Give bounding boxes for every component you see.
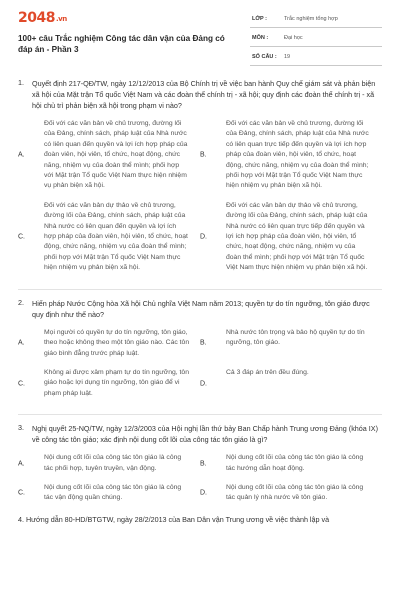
option-b[interactable] bbox=[200, 119, 382, 192]
option-letter: B. bbox=[200, 151, 207, 159]
option-d[interactable] bbox=[200, 201, 382, 274]
meta-count-label: SỐ CÂU : bbox=[252, 54, 277, 60]
question-number: 1. bbox=[18, 78, 24, 87]
option-a[interactable] bbox=[18, 328, 200, 359]
answer-options bbox=[18, 328, 382, 408]
question-text: Quyết định 217-QĐ/TW, ngày 12/12/2013 của Bộ Chính trị về việc ban hành Quy chế giám sát và phản biện xã hội của Mặt trận Tổ quốc Việt Nam và các đoàn thể chính trị - xã hội; quy định các đoàn thể chính trị - xã hội chủ trì phản biện xã hội trong phạm vi nào? bbox=[32, 79, 376, 110]
question-text: Hiến pháp Nước Cộng hòa Xã hội Chủ nghĩa Việt Nam năm 2013; quyền tự do tín ngưỡng, tôn giáo được quy định như thế nào? bbox=[32, 298, 370, 319]
question-divider bbox=[18, 289, 382, 290]
option-text: Mọi người có quyền tự do tín ngưỡng, tôn giáo, theo hoặc không theo một tôn giáo nào. Các tôn giáo bình đẳng trước pháp luật. bbox=[44, 328, 190, 357]
meta-count-value: 19 bbox=[284, 54, 291, 60]
meta-class-row bbox=[250, 12, 382, 28]
option-letter: A. bbox=[18, 339, 25, 347]
option-b[interactable] bbox=[200, 453, 382, 474]
option-letter: D. bbox=[200, 489, 207, 497]
logo-main: 2048 bbox=[18, 10, 55, 26]
meta-class-value: Trắc nghiệm tổng hợp bbox=[284, 16, 338, 22]
answer-options bbox=[18, 453, 382, 513]
option-letter: D. bbox=[200, 380, 207, 388]
option-c[interactable] bbox=[18, 368, 200, 399]
option-text: Nội dung cốt lõi của công tác tôn giáo là công tác quản lý nhà nước về tôn giáo. bbox=[226, 483, 364, 502]
question-1 bbox=[18, 78, 382, 283]
document-meta bbox=[250, 12, 382, 69]
option-b[interactable] bbox=[200, 328, 382, 359]
option-text: Nội dung cốt lõi của công tác tôn giáo là công tác phối hợp, tuyên truyền, vận động. bbox=[44, 454, 182, 472]
question-number: 3. bbox=[18, 423, 24, 433]
meta-subject-value: Đại học bbox=[284, 35, 303, 41]
option-text: Nội dung cốt lõi của công tác tôn giáo là công tác vận động quần chúng. bbox=[44, 483, 182, 502]
option-text: Đối với các văn bản về chủ trương, đường lối của Đảng, chính sách, pháp luật của Nhà nước có liên quan đến quyền và lợi ích hợp pháp của đoàn viên, hội viên, tổ chức, hoạt động, chức năng, nhiệm vụ của đoàn thể mình; phối hợp với Mặt trận Tổ quốc Việt Nam thực hiện nhiệm vụ phản biện xã hội. bbox=[44, 120, 188, 190]
site-logo[interactable] bbox=[18, 10, 67, 26]
meta-subject-label: MÔN : bbox=[252, 35, 269, 41]
question-4-partial bbox=[18, 515, 382, 525]
option-letter: C. bbox=[18, 233, 25, 241]
option-text: Đối với các văn bản về chủ trương, đường lối của Đảng, chính sách, pháp luật của Nhà nước có liên quan trực tiếp đến quyền và lợi ích hợp pháp của đoàn viên, hội viên, tổ chức, hoạt động, chức năng, nhiệm vụ của đoàn thể mình; phối hợp với Mặt trận Tổ quốc Việt Nam thực hiện nhiệm vụ phản biện xã hội. bbox=[226, 120, 369, 190]
option-letter: A. bbox=[18, 151, 25, 159]
option-a[interactable] bbox=[18, 453, 200, 474]
option-text: Nhà nước tôn trọng và bảo hộ quyền tự do tín ngưỡng, tôn giáo. bbox=[226, 328, 365, 347]
meta-subject-row bbox=[250, 31, 382, 47]
option-letter: D. bbox=[200, 233, 207, 241]
option-letter: C. bbox=[18, 489, 25, 497]
question-2 bbox=[18, 298, 382, 408]
option-letter: C. bbox=[18, 380, 25, 388]
question-number: 2. bbox=[18, 297, 24, 307]
meta-class-label: LỚP : bbox=[252, 16, 267, 22]
option-c[interactable] bbox=[18, 201, 200, 274]
answer-options bbox=[18, 119, 382, 283]
option-text: Không ai được xâm phạm tự do tín ngưỡng, tôn giáo hoặc lợi dụng tín ngưỡng, tôn giáo để vi phạm pháp luật. bbox=[44, 368, 189, 397]
logo-tld: .vn bbox=[55, 15, 67, 23]
option-c[interactable] bbox=[18, 483, 200, 504]
document-header bbox=[0, 0, 400, 62]
question-text: 4. Hướng dẫn 80-HD/BTGTW, ngày 28/2/2013 của Ban Dân vận Trung ương về việc thành lập và bbox=[18, 514, 330, 524]
document-title: 100+ câu Trắc nghiệm Công tác dân vận của Đảng có đáp án - Phần 3 bbox=[18, 34, 225, 54]
question-3 bbox=[18, 423, 382, 513]
option-letter: B. bbox=[200, 460, 207, 468]
option-a[interactable] bbox=[18, 119, 200, 192]
question-divider bbox=[18, 414, 382, 415]
question-text: Nghị quyết 25-NQ/TW, ngày 12/3/2003 của Hội nghị lần thứ bảy Ban Chấp hành Trung ương Đảng (khóa IX) về công tác tôn giáo; xác định nội dung cốt lõi của công tác tôn giáo là gì? bbox=[32, 424, 378, 445]
option-text: Đối với các văn bản dự thảo về chủ trương, đường lối của Đảng, chính sách, pháp luật của Nhà nước có liên quan trực tiếp đến quyền và lợi ích hợp pháp của đoàn viên, hội viên, tổ chức, hoạt động, chức năng, nhiệm vụ của đoàn thể mình; phối hợp với Mặt trận Tổ quốc Việt Nam thực hiện nhiệm vụ phản biện xã hội. bbox=[226, 201, 368, 272]
option-letter: B. bbox=[200, 339, 207, 347]
option-text: Nội dung cốt lõi của công tác tôn giáo là công tác hướng dẫn hoạt động. bbox=[226, 454, 364, 472]
option-d[interactable] bbox=[200, 368, 382, 399]
question-list bbox=[0, 78, 400, 525]
option-text: Cả 3 đáp án trên đều đúng. bbox=[226, 368, 309, 376]
option-letter: A. bbox=[18, 460, 25, 468]
option-text: Đối với các văn bản dự thảo về chủ trương, đường lối của Đảng, chính sách, pháp luật của Nhà nước có liên quan đến quyền và lợi ích hợp pháp của đoàn viên, hội viên, tổ chức, hoạt động, chức năng, nhiệm vụ của đoàn thể mình; phối hợp với Mặt trận Tổ quốc Việt Nam thực hiện nhiệm vụ phản biện xã hội. bbox=[44, 201, 188, 272]
meta-count-row bbox=[250, 50, 382, 66]
option-d[interactable] bbox=[200, 483, 382, 504]
